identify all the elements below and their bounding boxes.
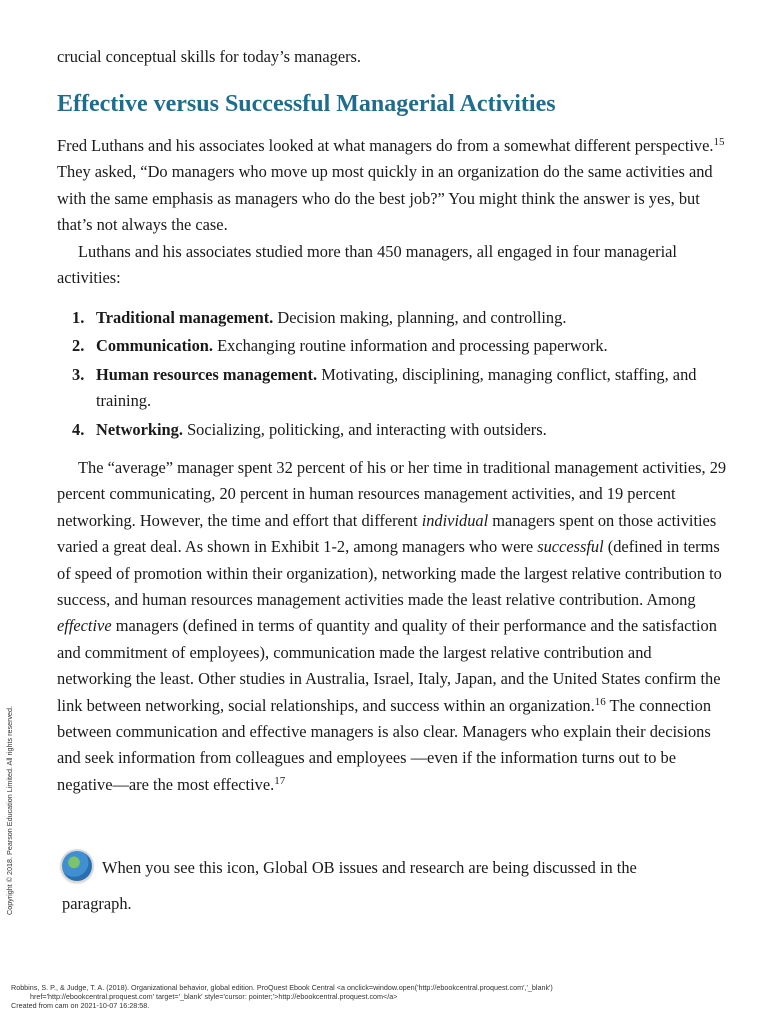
footnote-ref-15[interactable]: 15 (713, 136, 725, 148)
list-desc: Motivating, disciplining, managing conflict, staffing, and training. (96, 364, 697, 411)
footnote-ref-17[interactable]: 17 (274, 774, 286, 787)
footer-line-1: Robbins, S. P., & Judge, T. A. (2018). Organizational behavior, global edition. ProQuest Ebook Central <a onclick=window.open('http://ebookcentral.proquest.com','_blank') (11, 983, 553, 992)
emphasis-individual: individual (421, 510, 489, 530)
section-heading: Effective versus Successful Managerial Activities (57, 91, 556, 117)
footer-citation (11, 983, 751, 1010)
paragraph-3-text-c: (defined in terms of speed of promotion within their organization), networking made the largest relative contribution to success, and human resources management activities made the least relative contribution. Among (57, 537, 722, 610)
paragraph-1-text-b: They asked, “Do managers who move up most quickly in an organization do the same activities and with the same emphasis as managers who do the best job?” You might think the answer is yes, but that’s not always the case. (57, 162, 713, 235)
paragraph-2 (57, 239, 727, 292)
paragraph-2-text: Luthans and his associates studied more than 450 managers, all engaged in four managerial activities: (57, 242, 677, 288)
paragraph-1-text-a: Fred Luthans and his associates looked at what managers do from a somewhat different perspective. (57, 136, 714, 155)
intro-line: crucial conceptual skills for today’s managers. (57, 47, 362, 66)
paragraph-3-text-d: managers (defined in terms of quantity and quality of their performance and the satisfaction and commitment of employees), communication made the largest relative contribution and networking the least. Other studies in Australia, Israel, Italy, Japan, and the United States confirm the link between networking, social relationships, and success within an organization. (57, 616, 721, 715)
emphasis-successful: successful (537, 537, 604, 557)
activities-list (57, 305, 727, 445)
list-number: 1. (72, 308, 85, 327)
copyright-notice: Copyright © 2018. Pearson Education Limited. All rights reserved. (5, 705, 14, 915)
global-note-text: When you see this icon, Global OB issues and research are being discussed in the (102, 858, 637, 877)
global-ob-note (62, 850, 722, 922)
footnote-ref-16[interactable]: 16 (594, 695, 606, 708)
list-term: Communication. (96, 336, 214, 356)
paragraph-3-text-e: The connection between communication and effective managers is also clear. Managers who explain their decisions and seek information from colleagues and employees —even if the information turns out to be negative—are the most effective. (57, 695, 712, 794)
list-term: Human resources management. (96, 364, 318, 384)
paragraph-3 (57, 455, 727, 798)
list-desc: Decision making, planning, and controlling. (273, 308, 567, 327)
footer-line-3: Created from cam on 2021-10-07 16:28:58. (11, 1001, 150, 1010)
emphasis-effective: effective (57, 616, 112, 636)
list-desc: Socializing, politicking, and interacting with outsiders. (182, 419, 547, 439)
list-item (57, 305, 727, 331)
list-term: Networking. (96, 419, 183, 439)
list-term: Traditional management. (96, 308, 274, 327)
paragraph-3-text-b: managers spent on those activities varied a great deal. As shown in Exhibit 1-2, among managers who were (57, 510, 717, 557)
list-number: 2. (72, 336, 85, 356)
list-item (57, 417, 727, 443)
paragraph-3-text-a: The “average” manager spent 32 percent of his or her time in traditional management activities, 29 percent communicating, 20 percent in human resources management activities, and 19 percent networking. However, the time and effort that different (57, 458, 727, 530)
list-item (57, 362, 727, 415)
list-number: 3. (72, 364, 85, 384)
paragraph-1 (57, 133, 727, 239)
globe-icon (62, 851, 92, 881)
list-number: 4. (72, 419, 85, 439)
list-item (57, 333, 727, 359)
list-desc: Exchanging routine information and processing paperwork. (213, 336, 608, 356)
global-note-text-cont: paragraph. (62, 894, 132, 913)
footer-line-2: href='http://ebookcentral.proquest.com' target='_blank' style='cursor: pointer;'>http://ebookcentral.proquest.com</a> (30, 992, 398, 1001)
